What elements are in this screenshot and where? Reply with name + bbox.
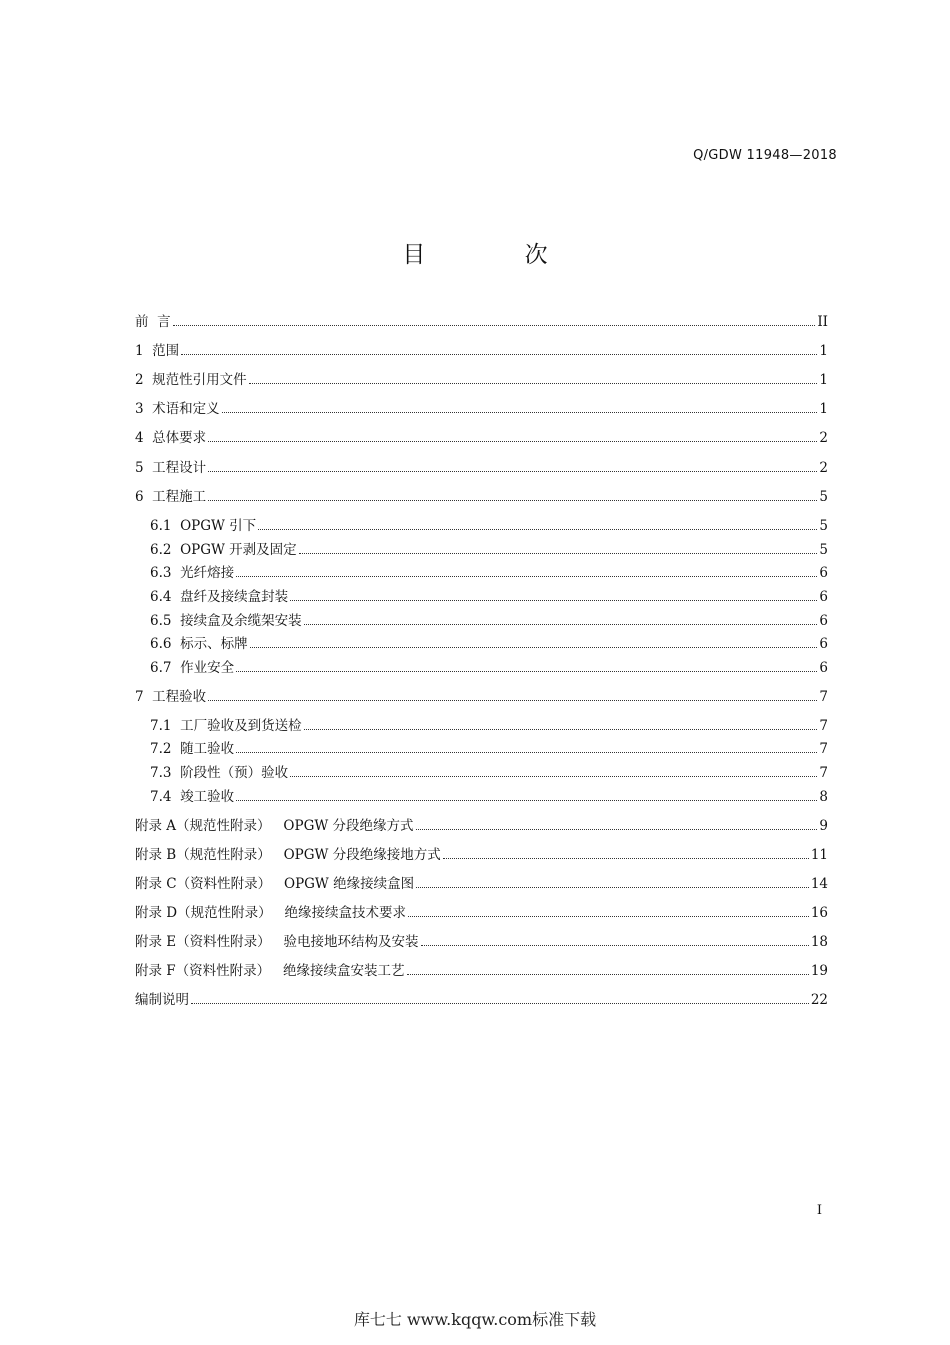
toc-entry-number: 1	[135, 343, 144, 359]
toc-entry-page: 11	[810, 847, 828, 863]
toc-entry[interactable]	[135, 932, 828, 952]
toc-entry-label: 工程验收	[143, 689, 207, 705]
toc-leader-dots	[236, 799, 817, 801]
toc-entry-label: OPGW 开剥及固定	[171, 542, 297, 558]
toc-leader-dots	[421, 944, 809, 946]
toc-entry-number: 6	[135, 489, 144, 505]
toc-leader-dots	[222, 411, 818, 413]
toc-leader-dots	[208, 499, 817, 501]
toc-entry-label: OPGW 绝缘接续盒图	[271, 876, 415, 892]
toc-leader-dots	[416, 886, 809, 888]
toc-entry-number: 2	[135, 372, 144, 388]
toc-leader-dots	[236, 670, 817, 672]
toc-entry[interactable]	[135, 816, 828, 836]
toc-leader-dots	[304, 728, 818, 730]
toc-entry-label: 作业安全	[171, 660, 235, 676]
toc-leader-dots	[304, 623, 818, 625]
toc-entry[interactable]	[150, 587, 828, 607]
toc-entry-number: 附录 E（资料性附录）	[135, 934, 271, 950]
toc-entry[interactable]	[135, 487, 828, 507]
toc-entry-number: 3	[135, 401, 144, 417]
toc-leader-dots	[299, 552, 818, 554]
toc-entry-label: 阶段性（预）验收	[171, 765, 289, 781]
toc-entry[interactable]	[135, 399, 828, 419]
toc-entry[interactable]	[150, 658, 828, 678]
toc-entry[interactable]	[150, 540, 828, 560]
toc-entry-page: 7	[819, 718, 828, 734]
page-number: I	[816, 1203, 822, 1218]
toc-entry-number: 7.3	[150, 765, 172, 781]
toc-entry-label: 随工验收	[171, 741, 235, 757]
toc-entry-number: 6.5	[150, 613, 172, 629]
toc-leader-dots	[443, 857, 809, 859]
toc-entry[interactable]	[135, 961, 828, 981]
toc-leader-dots	[249, 382, 818, 384]
toc-entry-label: OPGW 分段绝缘接地方式	[270, 847, 441, 863]
toc-entry-page: 5	[819, 542, 828, 558]
toc-entry-label: 工程施工	[143, 489, 207, 505]
toc-entry[interactable]	[150, 516, 828, 536]
toc-entry-number: 6.4	[150, 589, 172, 605]
toc-entry-label: 盘纤及接续盒封装	[171, 589, 289, 605]
toc-entry-label: 工厂验收及到货送检	[171, 718, 302, 734]
toc-entry-page: 19	[810, 963, 828, 979]
toc-leader-dots	[290, 775, 817, 777]
toc-entry-number: 前	[135, 314, 149, 330]
toc-entry[interactable]	[150, 787, 828, 807]
toc-entry-number: 附录 D（规范性附录）	[135, 905, 272, 921]
toc-entry-page: 5	[819, 489, 828, 505]
toc-entry-page: 22	[810, 992, 828, 1008]
toc-entry-number: 7	[135, 689, 144, 705]
toc-entry-label: 总体要求	[143, 430, 207, 446]
toc-entry-page: 7	[819, 765, 828, 781]
toc-entry-label: 绝缘接续盒安装工艺	[270, 963, 405, 979]
toc-leader-dots	[236, 751, 817, 753]
toc-entry[interactable]	[135, 341, 828, 361]
toc-entry-label: 接续盒及余缆架安装	[171, 613, 302, 629]
toc-entry-label: 标示、标牌	[171, 636, 248, 652]
toc-entry-label: 术语和定义	[143, 401, 220, 417]
toc-entry[interactable]	[135, 845, 828, 865]
toc-entry-page: 6	[819, 613, 828, 629]
toc-entry-number: 6.2	[150, 542, 172, 558]
toc-leader-dots	[208, 440, 817, 442]
toc-entry-page: 6	[819, 565, 828, 581]
toc-entry-page: 2	[819, 460, 828, 476]
toc-entry-number: 附录 B（规范性附录）	[135, 847, 271, 863]
toc-entry[interactable]	[150, 739, 828, 759]
toc-leader-dots	[416, 828, 818, 830]
toc-entry-number: 6.3	[150, 565, 172, 581]
toc-entry-page: 1	[819, 372, 828, 388]
toc-entry[interactable]	[135, 428, 828, 448]
standard-code: Q/GDW 11948—2018	[693, 148, 837, 163]
watermark-text[interactable]: 库七七 www.kqqw.com标准下载	[353, 1310, 597, 1329]
page-title: 目 次	[402, 242, 594, 268]
toc-leader-dots	[236, 575, 817, 577]
toc-entry[interactable]	[135, 903, 828, 923]
toc-entry-number: 附录 A（规范性附录）	[135, 818, 271, 834]
toc-entry-page: 18	[810, 934, 828, 950]
toc-entry-page: 1	[819, 343, 828, 359]
toc-entry-label: 验电接地环结构及安装	[270, 934, 419, 950]
toc-entry[interactable]	[150, 763, 828, 783]
toc-entry-number: 编制说明	[135, 992, 189, 1008]
toc-entry-label: 光纤熔接	[171, 565, 235, 581]
toc-leader-dots	[408, 915, 809, 917]
toc-entry[interactable]	[150, 611, 828, 631]
toc-entry-page: 6	[819, 589, 828, 605]
toc-entry-page: 16	[810, 905, 828, 921]
toc-entry-page: 5	[819, 518, 828, 534]
toc-entry-page: II	[817, 314, 828, 330]
toc-entry[interactable]	[135, 312, 828, 332]
toc-entry-label: 工程设计	[143, 460, 207, 476]
toc-leader-dots	[173, 324, 816, 326]
toc-entry-number: 6.6	[150, 636, 172, 652]
toc-leader-dots	[258, 528, 817, 530]
toc-entry-number: 5	[135, 460, 144, 476]
toc-leader-dots	[208, 470, 817, 472]
toc-entry-number: 4	[135, 430, 144, 446]
toc-entry[interactable]	[135, 458, 828, 478]
toc-leader-dots	[290, 599, 817, 601]
toc-entry-number: 附录 C（资料性附录）	[135, 876, 272, 892]
toc-entry-page: 7	[819, 741, 828, 757]
toc-entry-number: 附录 F（资料性附录）	[135, 963, 271, 979]
toc-entry-number: 6.1	[150, 518, 172, 534]
toc-leader-dots	[191, 1002, 809, 1004]
toc-entry[interactable]	[135, 874, 828, 894]
toc-entry-label: 规范性引用文件	[143, 372, 247, 388]
toc-entry[interactable]	[150, 716, 828, 736]
toc-entry[interactable]	[150, 634, 828, 654]
toc-entry-label: 绝缘接续盒技术要求	[271, 905, 406, 921]
toc-entry-page: 7	[819, 689, 828, 705]
toc-entry-label: OPGW 分段绝缘方式	[270, 818, 414, 834]
toc-entry-page: 9	[819, 818, 828, 834]
toc-entry-number: 7.2	[150, 741, 172, 757]
toc-entry-number: 7.1	[150, 718, 172, 734]
toc-entry-page: 6	[819, 660, 828, 676]
toc-leader-dots	[208, 699, 817, 701]
toc-entry-page: 14	[810, 876, 828, 892]
toc-entry-label: 范围	[143, 343, 180, 359]
toc-entry-number: 6.7	[150, 660, 172, 676]
toc-entry[interactable]	[135, 370, 828, 390]
toc-entry-page: 8	[819, 789, 828, 805]
toc-leader-dots	[250, 646, 818, 648]
toc-entry[interactable]	[150, 563, 828, 583]
toc-entry-page: 1	[819, 401, 828, 417]
toc-entry-label: 言	[148, 314, 171, 330]
toc-leader-dots	[181, 353, 817, 355]
toc-entry-page: 2	[819, 430, 828, 446]
toc-entry-label: 竣工验收	[171, 789, 235, 805]
toc-leader-dots	[407, 973, 809, 975]
toc-entry[interactable]	[135, 687, 828, 707]
toc-entry-label: OPGW 引下	[171, 518, 257, 534]
toc-entry-page: 6	[819, 636, 828, 652]
toc-entry-number: 7.4	[150, 789, 172, 805]
toc-entry[interactable]	[135, 990, 828, 1010]
